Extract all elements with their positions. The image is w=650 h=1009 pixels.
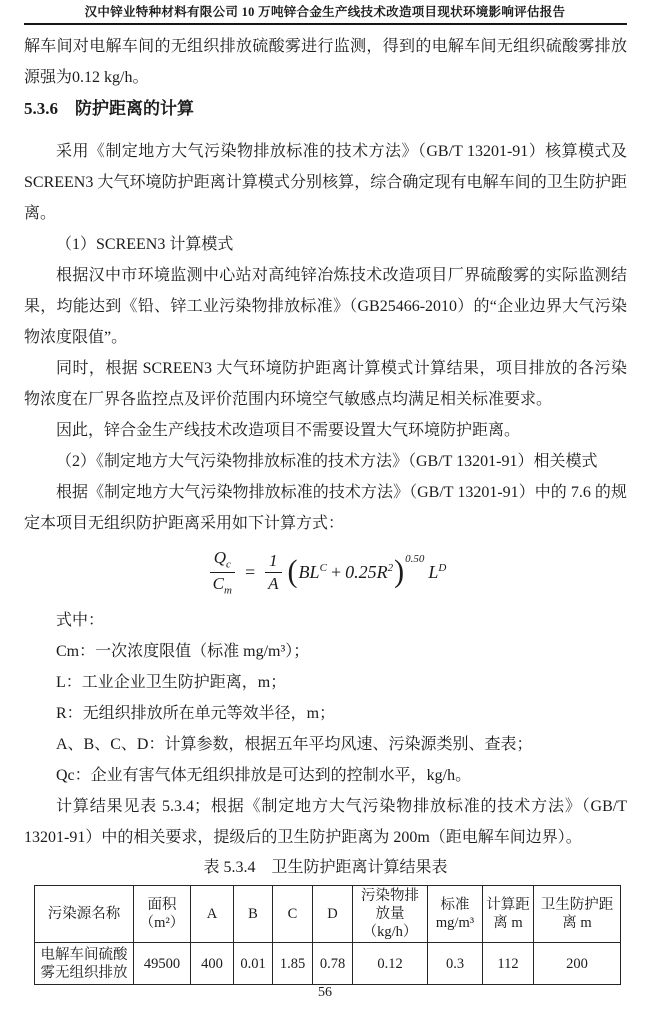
document-body <box>0 25 650 985</box>
formula-superscript: D <box>438 561 447 574</box>
page-header <box>0 0 650 20</box>
table-cell: 0.12 <box>353 943 428 985</box>
paragraph: 因此，锌合金生产线技术改造项目不需要设置大气环境防护距离。 <box>56 422 521 439</box>
paragraph: 同时，根据 SCREEN3 大气环境防护距离计算模式计算结果，项目排放的各污染物浓度在厂界各监控点及评价范围内环境空气敏感点均满足相关标准要求。 <box>24 360 627 408</box>
section-heading: 5.3.6 防护距离的计算 <box>24 99 194 118</box>
table-cell: 400 <box>191 943 234 985</box>
formula-symbol: BL <box>298 561 320 582</box>
formula-fraction-lhs <box>210 548 235 596</box>
page-header-title: 汉中锌业特种材料有限公司 10 万吨锌合金生产线技术改造项目现状环境影响评估报告 <box>84 5 566 19</box>
legend-item-cm: Cm：一次浓度限值（标准 mg/m³）； <box>56 643 310 660</box>
table-header-cell: D <box>313 886 353 943</box>
table-caption: 表 5.3.4 卫生防护距离计算结果表 <box>203 859 448 876</box>
paragraph-item-2: （2）《制定地方大气污染物排放标准的技术方法》（GB/T 13201-91）相关模式 <box>56 453 598 470</box>
page-number: 56 <box>318 985 332 1000</box>
table-cell: 0.01 <box>234 943 273 985</box>
table-header-cell: A <box>191 886 234 943</box>
table-header-cell: 污染物排放量（kg/h） <box>353 886 428 943</box>
table-cell: 0.78 <box>313 943 353 985</box>
formula-subscript: m <box>224 583 232 596</box>
formula-subscript: c <box>226 558 231 571</box>
formula-rhs-denominator: A <box>268 573 279 593</box>
plus-sign: + <box>329 561 343 582</box>
paragraph: 根据《制定地方大气污染物排放标准的技术方法》（GB/T 13201-91）中的 7.6 的规定本项目无组织防护距离采用如下计算方式： <box>24 484 627 532</box>
formula-rhs-numerator: 1 <box>265 551 282 573</box>
formula-term-1 <box>299 562 327 583</box>
formula-lhs-numerator <box>210 548 235 572</box>
formula-term-2 <box>345 562 393 583</box>
table-row <box>35 943 621 985</box>
formula-symbol: 0.25R <box>345 561 388 582</box>
results-table <box>34 885 621 985</box>
formula-symbol: L <box>428 561 439 582</box>
paragraph-conclusion: 计算结果见表 5.3.4；根据《制定地方大气污染物排放标准的技术方法》（GB/T 13201-91）中的相关要求，提级后的卫生防护距离为 200m（距电解车间边界）。 <box>24 798 631 846</box>
formula-superscript: C <box>319 561 327 574</box>
table-header-row <box>35 886 621 943</box>
formula-symbol: C <box>212 573 224 593</box>
table-cell: 112 <box>483 943 534 985</box>
paragraph-legend-intro: 式中： <box>56 612 105 629</box>
table-header-cell: 卫生防护距离 m <box>534 886 621 943</box>
table-cell: 1.85 <box>273 943 313 985</box>
close-paren: ) <box>394 554 405 589</box>
legend-item-l: L：工业企业卫生防护距离，m； <box>56 674 287 691</box>
table-cell: 0.3 <box>428 943 483 985</box>
formula-lhs-denominator <box>213 573 232 596</box>
legend-item-qc: Qc：企业有害气体无组织排放是可达到的控制水平，kg/h。 <box>56 767 472 784</box>
paragraph-item-1: （1）SCREEN3 计算模式 <box>56 236 234 253</box>
paragraph: 根据汉中市环境监测中心站对高纯锌冶炼技术改造项目厂界硫酸雾的实际监测结果，均能达到《铅、锌工业污染物排放标准》（GB25466-2010）的“企业边界大气污染物浓度限值”。 <box>24 267 627 346</box>
formula-term-tail <box>428 562 446 583</box>
formula <box>24 539 627 605</box>
table-header-cell: C <box>273 886 313 943</box>
formula-fraction-rhs <box>265 551 282 594</box>
table-header-cell: 污染源名称 <box>35 886 134 943</box>
open-paren: ( <box>287 554 298 589</box>
formula-superscript: 2 <box>387 561 394 574</box>
equals-sign: = <box>243 561 257 582</box>
table-header-cell: 面积（m²） <box>134 886 191 943</box>
table-header-cell: 计算距离 m <box>483 886 534 943</box>
paragraph: 采用《制定地方大气污染物排放标准的技术方法》（GB/T 13201-91）核算模式及SCREEN3 大气环境防护距离计算模式分别核算，综合确定现有电解车间的卫生防护距离。 <box>24 143 627 222</box>
table-cell: 200 <box>534 943 621 985</box>
legend-item-r: R：无组织排放所在单元等效半径，m； <box>56 705 336 722</box>
formula-symbol: Q <box>213 548 226 568</box>
paragraph-intro: 解车间对电解车间的无组织排放硫酸雾进行监测，得到的电解车间无组织硫酸雾排放源强为0.12 kg/h。 <box>24 38 627 86</box>
table-cell: 电解车间硫酸雾无组织排放 <box>35 943 134 985</box>
table-header-cell: 标准 mg/m³ <box>428 886 483 943</box>
paren-exponent: 0.50 <box>405 553 425 565</box>
table-cell: 49500 <box>134 943 191 985</box>
legend-item-abcd: A、B、C、D：计算参数，根据五年平均风速、污染源类别、查表； <box>56 736 533 753</box>
table-header-cell: B <box>234 886 273 943</box>
